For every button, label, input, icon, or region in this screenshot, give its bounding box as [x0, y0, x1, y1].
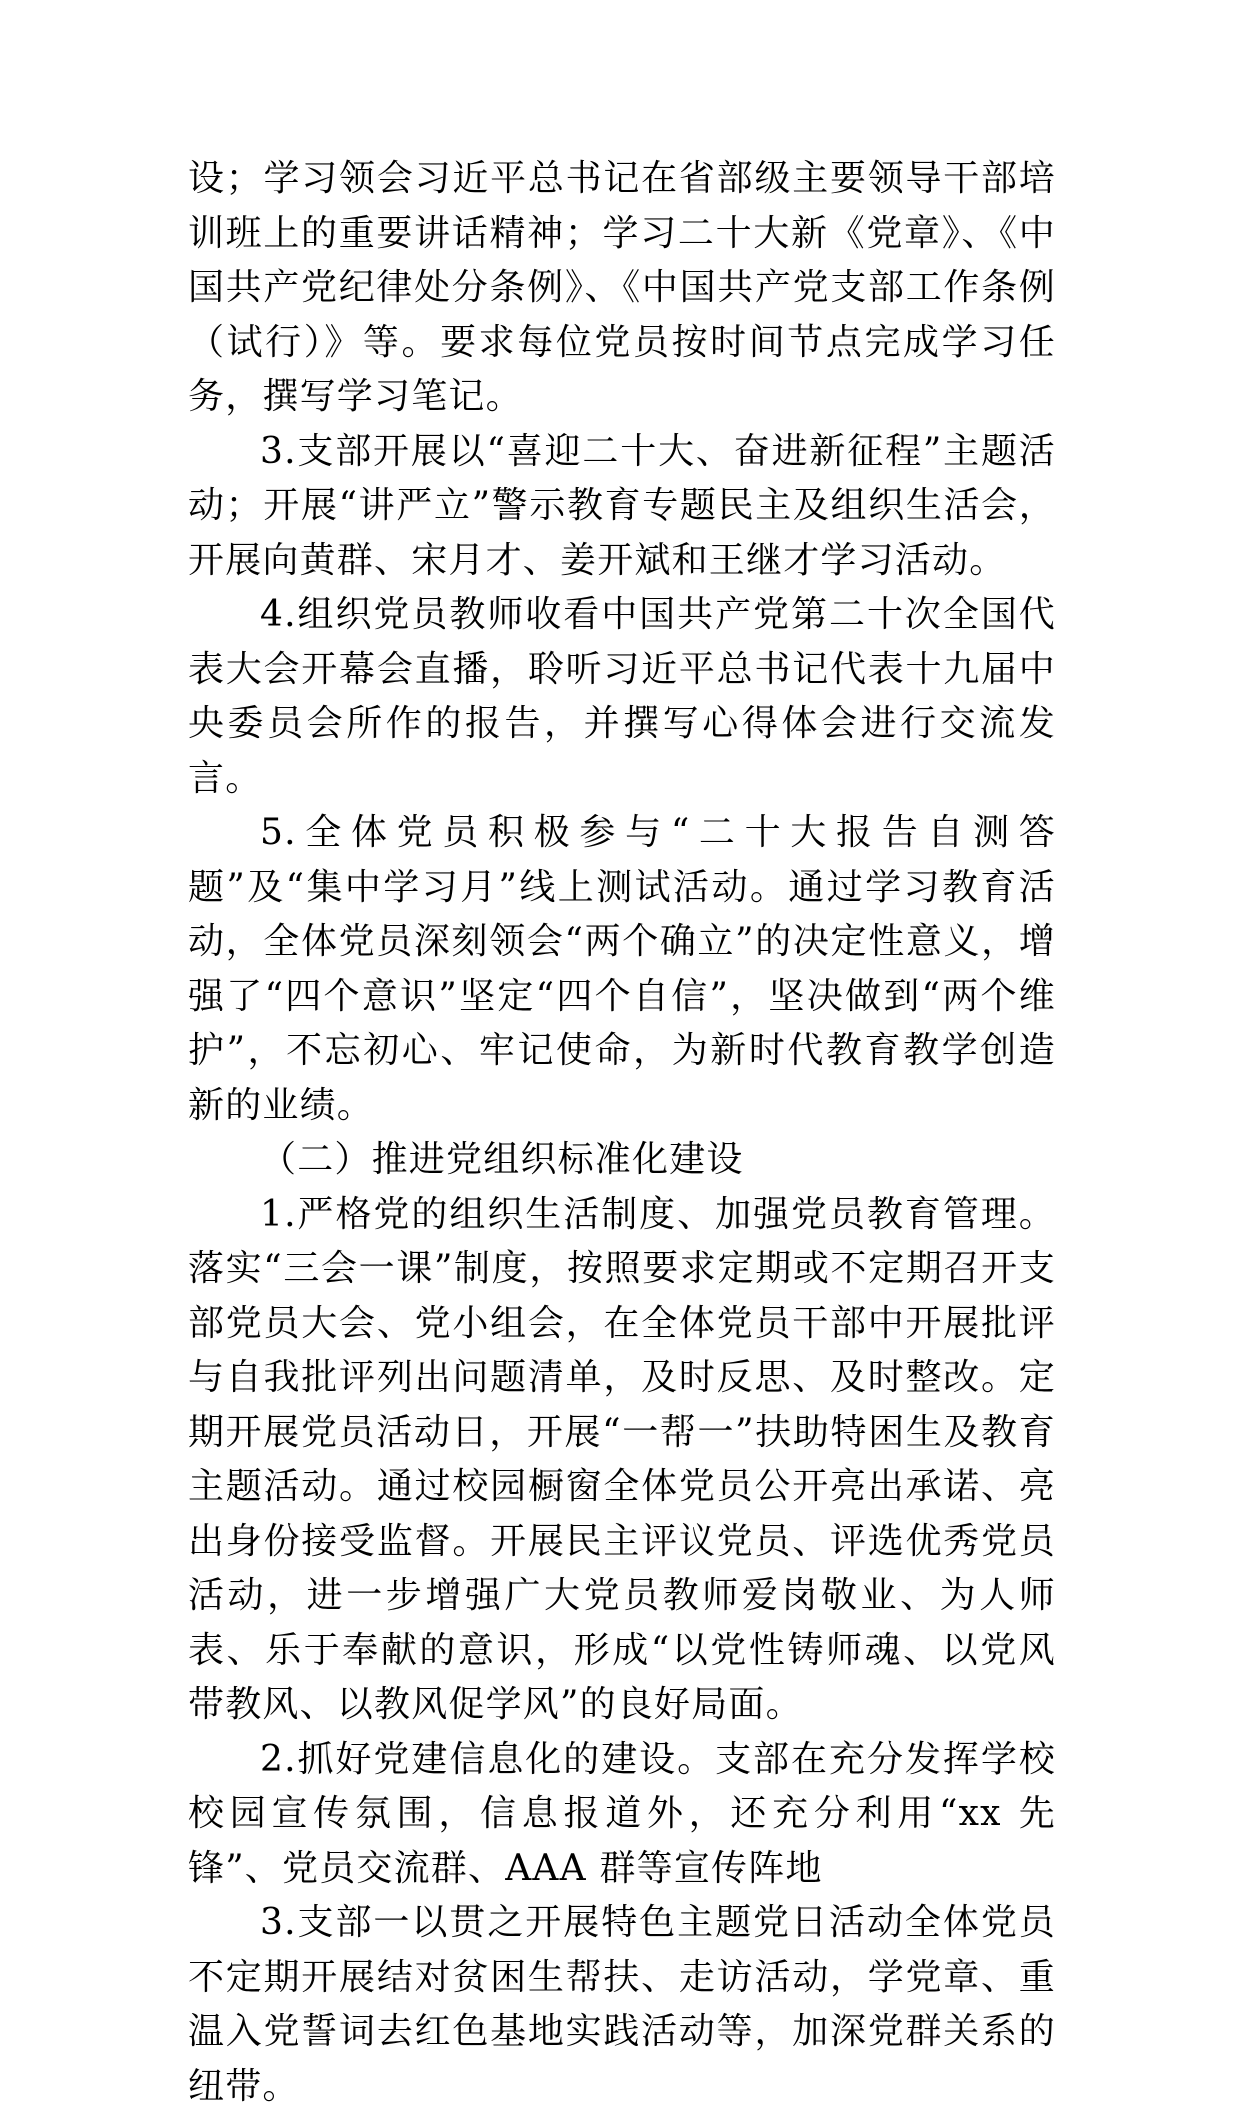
section-heading: （二）推进党组织标准化建设 [260, 1139, 744, 1180]
paragraph-item-4: 4.组织党员教师收看中国共产党第二十次全国代表大会开幕会直播，聆听习近平总书记代表十九届中央委员会所作的报告，并撰写心得体会进行交流发言。 [188, 594, 1056, 799]
document-body [188, 152, 1056, 2114]
paragraph-item-3b: 3.支部一以贯之开展特色主题党日活动全体党员不定期开展结对贫困生帮扶、走访活动，学党章、重温入党誓词去红色基地实践活动等，加深党群关系的纽带。 [188, 1902, 1056, 2107]
paragraph-item-3: 3.支部开展以“喜迎二十大、奋进新征程”主题活动；开展“讲严立”警示教育专题民主及组织生活会，开展向黄群、宋月才、姜开斌和王继才学习活动。 [188, 430, 1056, 581]
paragraph-continuation: 设；学习领会习近平总书记在省部级主要领导干部培训班上的重要讲话精神；学习二十大新《党章》、《中国共产党纪律处分条例》、《中国共产党支部工作条例（试行）》等。要求每位党员按时间节点完成学习任务，撰写学习笔记。 [188, 158, 1056, 417]
paragraph-item-1: 1.严格党的组织生活制度、加强党员教育管理。落实“三会一课”制度，按照要求定期或不定期召开支部党员大会、党小组会，在全体党员干部中开展批评与自我批评列出问题清单，及时反思、及时整改。定期开展党员活动日，开展“一帮一”扶助特困生及教育主题活动。通过校园橱窗全体党员公开亮出承诺、亮出身份接受监督。开展民主评议党员、评选优秀党员活动，进一步增强广大党员教师爱岗敬业、为人师表、乐于奉献的意识，形成“以党性铸师魂、以党风带教风、以教风促学风”的良好局面。 [188, 1193, 1056, 1725]
paragraph-item-5: 5.全体党员积极参与“二十大报告自测答题”及“集中学习月”线上测试活动。通过学习教育活动，全体党员深刻领会“两个确立”的决定性意义，增强了“四个意识”坚定“四个自信”，坚决做到“两个维护”，不忘初心、牢记使命，为新时代教育教学创造新的业绩。 [188, 812, 1056, 1126]
paragraph-item-2: 2.抓好党建信息化的建设。支部在充分发挥学校校园宣传氛围，信息报道外，还充分利用“xx 先锋”、党员交流群、AAA 群等宣传阵地 [188, 1738, 1056, 1889]
